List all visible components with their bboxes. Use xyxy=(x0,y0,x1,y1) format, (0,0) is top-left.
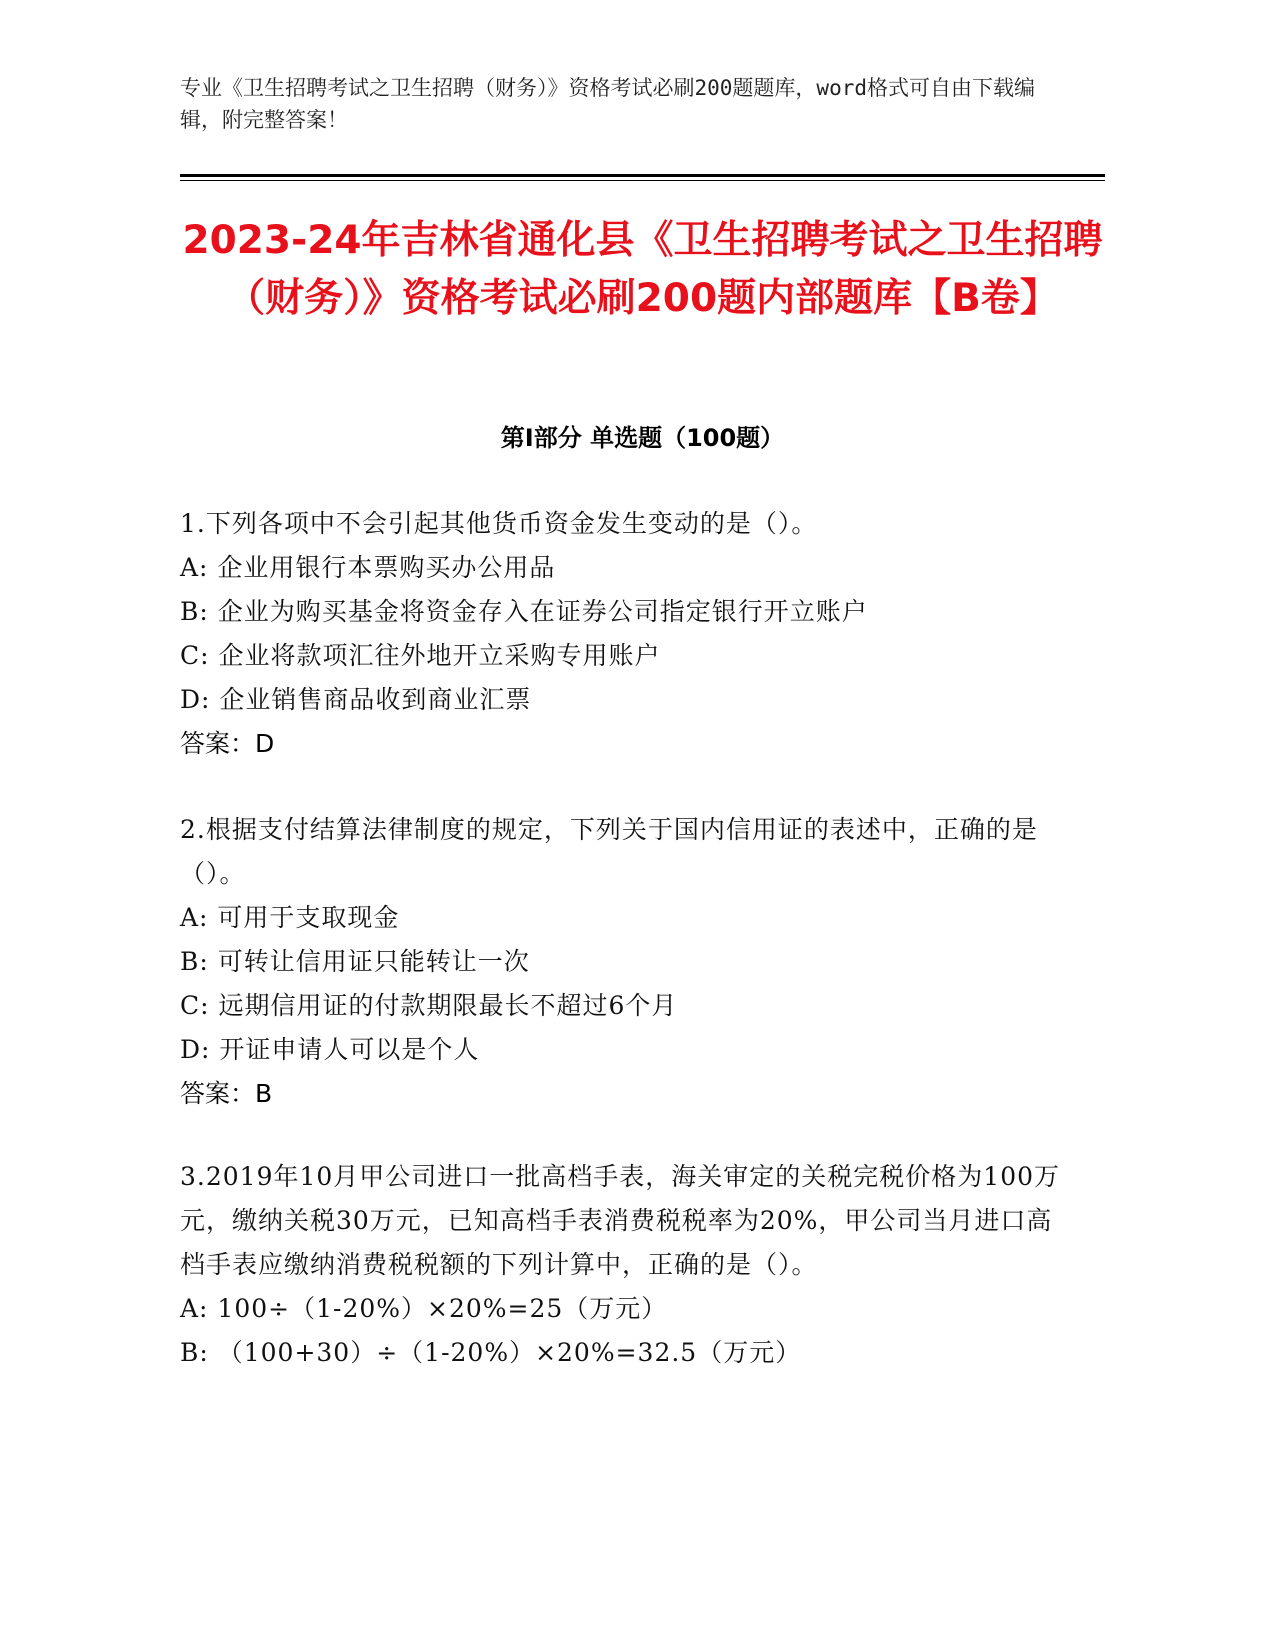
option-d: D: 企业销售商品收到商业汇票 xyxy=(180,685,532,714)
option-b: B: 可转让信用证只能转让一次 xyxy=(180,947,530,976)
option-b: B: （100+30）÷（1-20%）×20%=32.5（万元） xyxy=(180,1338,802,1367)
option-a: A: 100÷（1-20%）×20%=25（万元） xyxy=(180,1294,668,1323)
option-c: C: 远期信用证的付款期限最长不超过6个月 xyxy=(180,991,678,1020)
header-divider-thin xyxy=(180,180,1105,181)
header-note: 专业《卫生招聘考试之卫生招聘（财务）》资格考试必刷200题题库，word格式可自由下载编辑，附完整答案！ xyxy=(180,76,1035,132)
section-heading: 第I部分 单选题（100题） xyxy=(500,424,785,452)
option-a: A: 可用于支取现金 xyxy=(180,903,400,932)
header-divider-thick xyxy=(180,174,1105,177)
question-stem: 3.2019年10月甲公司进口一批高档手表，海关审定的关税完税价格为100万元，缴纳关税30万元，已知高档手表消费税税率为20%，甲公司当月进口高档手表应缴纳消费税税额的下列计算中，正确的是（）。 xyxy=(180,1162,1061,1279)
option-b: B: 企业为购买基金将资金存入在证券公司指定银行开立账户 xyxy=(180,597,868,626)
question-stem: 1.下列各项中不会引起其他货币资金发生变动的是（）。 xyxy=(180,509,818,538)
question-1 xyxy=(180,502,1060,766)
option-c: C: 企业将款项汇往外地开立采购专用账户 xyxy=(180,641,661,670)
question-stem: 2.根据支付结算法律制度的规定，下列关于国内信用证的表述中，正确的是（）。 xyxy=(180,815,1038,888)
option-a: A: 企业用银行本票购买办公用品 xyxy=(180,553,556,582)
document-title: 2023-24年吉林省通化县《卫生招聘考试之卫生招聘（财务）》资格考试必刷200题内部题库【B卷】 xyxy=(182,218,1103,321)
answer: 答案：D xyxy=(180,729,275,758)
answer: 答案：B xyxy=(180,1079,273,1108)
question-2 xyxy=(180,808,1060,1116)
question-3 xyxy=(180,1155,1060,1375)
option-d: D: 开证申请人可以是个人 xyxy=(180,1035,480,1064)
